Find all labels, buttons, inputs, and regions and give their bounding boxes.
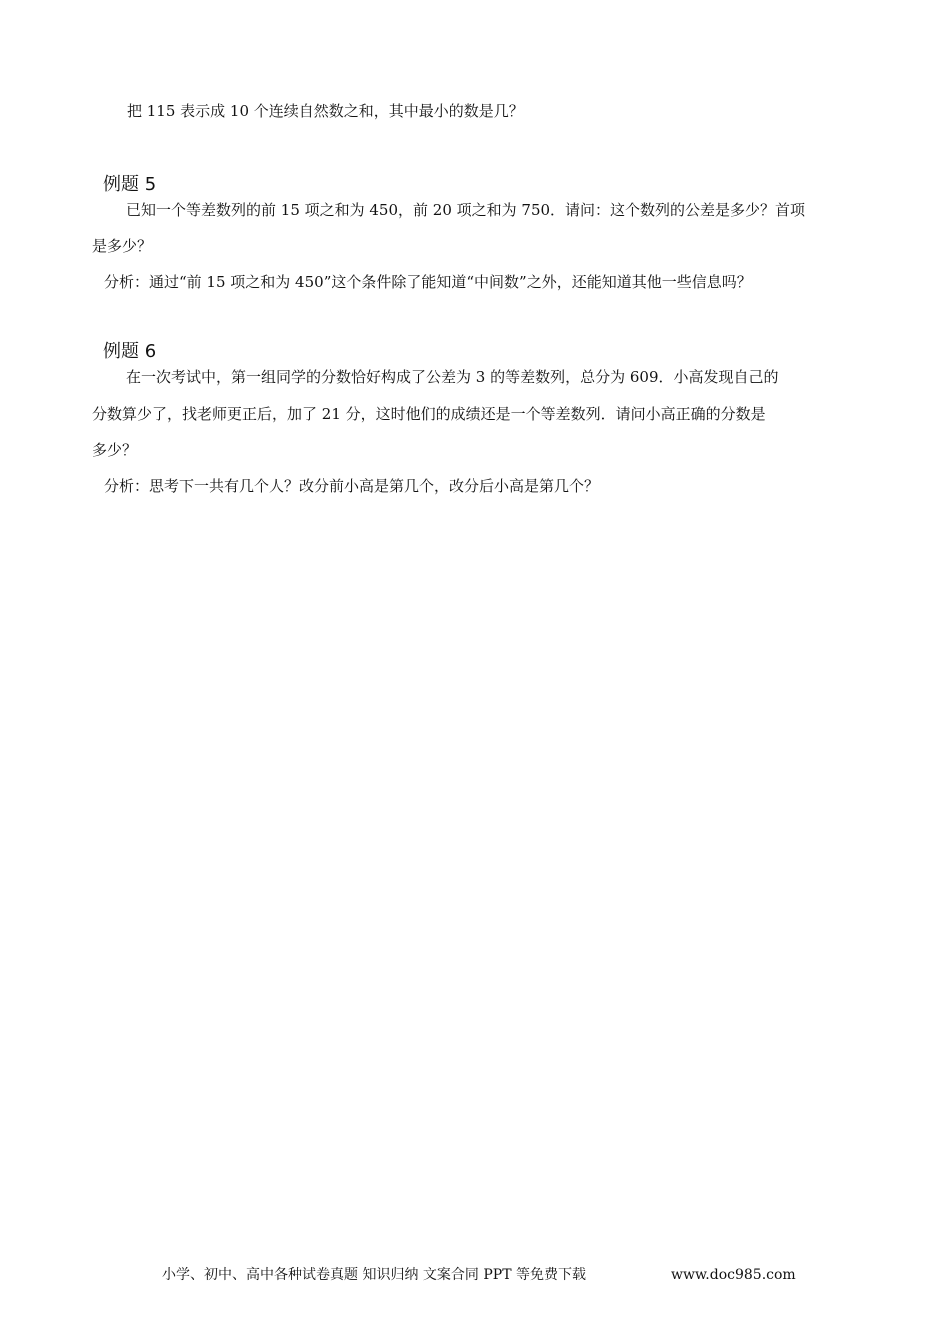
example-5-analysis: 分析：通过“前 15 项之和为 450”这个条件除了能知道“中间数”之外，还能知道其他一些信息吗？ [104,273,752,291]
footer-text: 小学、初中、高中各种试卷真题 知识归纳 文案合同 PPT 等免费下载 [162,1267,586,1283]
example-6-heading: 例题 6 [103,341,157,362]
example-6-problem-line-3: 多少？ [92,441,138,459]
example-6-analysis: 分析：思考下一共有几个人？改分前小高是第几个，改分后小高是第几个？ [104,477,600,495]
example-6-problem-line-2: 分数算少了，找老师更正后，加了 21 分，这时他们的成绩还是一个等差数列．请问小高正确的分数是 [92,405,766,423]
example-5-heading: 例题 5 [103,174,157,195]
example-6-problem-line-1: 在一次考试中，第一组同学的分数恰好构成了公差为 3 的等差数列，总分为 609．小高发现自己的 [126,368,779,386]
footer-url[interactable]: www.doc985.com [671,1267,796,1283]
example-5-problem-line-1: 已知一个等差数列的前 15 项之和为 450，前 20 项之和为 750．请问：这个数列的公差是多少？首项 [126,201,806,219]
intro-question: 把 115 表示成 10 个连续自然数之和，其中最小的数是几？ [127,102,524,120]
example-5-problem-line-2: 是多少？ [92,237,153,255]
